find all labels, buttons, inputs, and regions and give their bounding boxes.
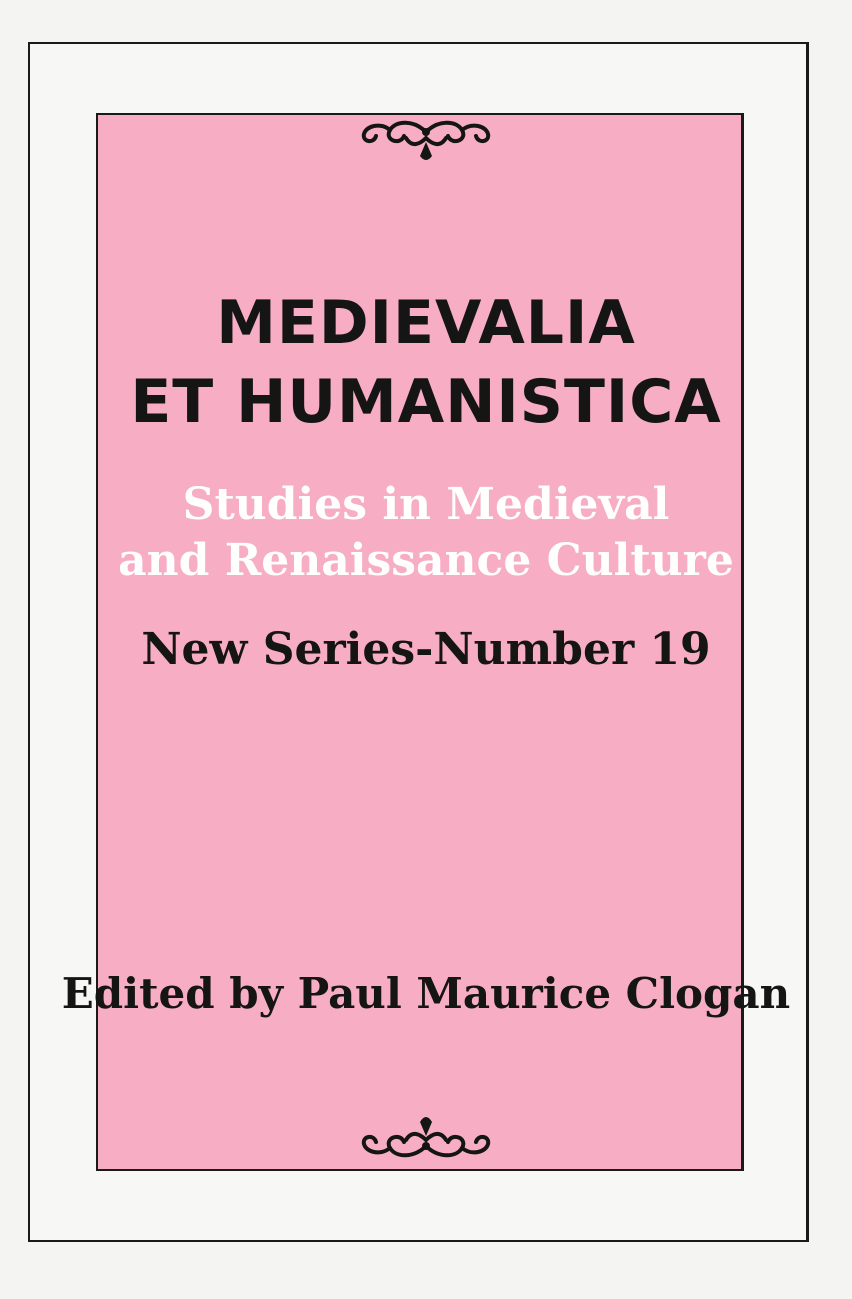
title-line-1: MEDIEVALIA — [216, 288, 636, 358]
scroll-ornament-icon — [356, 1108, 496, 1164]
editor-credit: Edited by Paul Maurice Clogan — [61, 969, 791, 1018]
scroll-ornament-icon — [356, 114, 496, 170]
series-number: New Series-Number 19 — [141, 624, 711, 675]
subtitle-line-1: Studies in Medieval — [182, 479, 670, 530]
subtitle-line-2: and Renaissance Culture — [118, 535, 734, 586]
title-line-2: ET HUMANISTICA — [130, 367, 722, 437]
